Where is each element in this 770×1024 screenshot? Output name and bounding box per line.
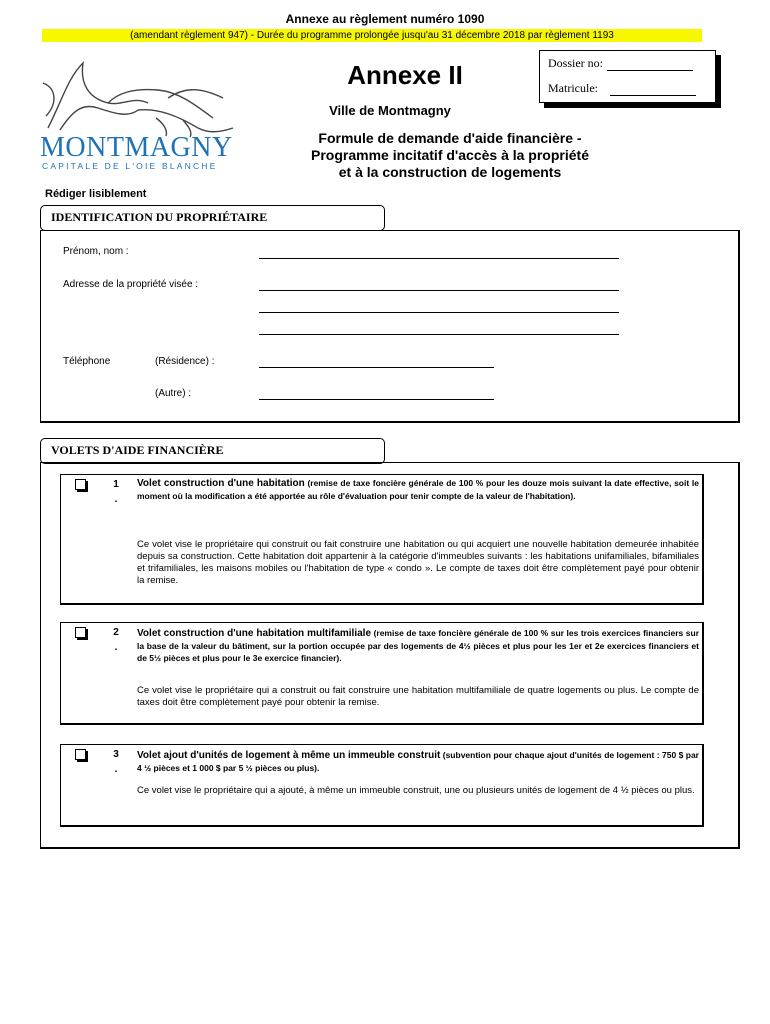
form-title-line3: et à la construction de logements <box>338 164 562 180</box>
volet-3-checkbox[interactable] <box>75 749 86 760</box>
address-input-line-3[interactable] <box>259 334 619 335</box>
file-number-box <box>539 50 716 103</box>
matricule-field <box>548 81 696 96</box>
volet-2-title: Volet construction d'une habitation multifamiliale (remise de taxe foncière générale de 100 % sur les trois exercices financiers sur la base de la valeur du bâtiment, sur la portion occupée par des logements de 4½ pièces et plus pour les 1er et 2e exercices financiers et de 5½ pièces et plus pour le 3e exercice financier). <box>137 628 700 663</box>
dossier-field <box>548 56 693 71</box>
dossier-label: Dossier no: <box>548 56 603 70</box>
city-name: Ville de Montmagny <box>329 103 451 118</box>
identification-heading: IDENTIFICATION DU PROPRIÉTAIRE <box>40 205 385 231</box>
address-input-line-1[interactable] <box>259 290 619 291</box>
residence-phone-label: (Résidence) : <box>155 356 215 367</box>
phone-label: Téléphone <box>63 356 111 367</box>
volet-3-title: Volet ajout d'unités de logement à même un immeuble construit (subvention pour chaque ajout d'unités de logement : 750 $ par 4 ½ pièces et 1 000 $ par 5 ½ pièces ou plus). <box>137 750 699 773</box>
logo-name: MONTMAGNY <box>40 132 233 163</box>
name-input-line[interactable] <box>259 258 619 259</box>
dossier-input-line[interactable] <box>607 69 693 71</box>
address-input-line-2[interactable] <box>259 312 619 313</box>
volet-1-title: Volet construction d'une habitation (remise de taxe foncière générale de 100 % pour les douze mois suivant la date effective, soit le moment où la modification a été apportée au rôle d'évaluation pour tenir compte de la valeur de l'habitation). <box>137 478 699 501</box>
matricule-input-line[interactable] <box>610 94 696 96</box>
volet-3-description: Ce volet vise le propriétaire qui a ajouté, à même un immeuble construit, une ou plusieurs unités de logement de 4 ½ pièces ou plus. <box>137 785 695 796</box>
name-label: Prénom, nom : <box>63 246 129 257</box>
logo-tagline: CAPITALE DE L'OIE BLANCHE <box>42 161 218 171</box>
volet-2-description: Ce volet vise le propriétaire qui a construit ou fait construire une habitation multifamiliale de quatre logements ou plus. Le compte de taxes doit être complètement payé pour obtenir la remise. <box>137 685 699 708</box>
other-phone-input-line[interactable] <box>259 399 494 400</box>
volet-3-box <box>60 744 704 827</box>
residence-phone-input-line[interactable] <box>259 367 494 368</box>
document-header-title: Annexe au règlement numéro 1090 <box>285 12 485 26</box>
volet-1-number: 1 . <box>113 479 119 505</box>
other-phone-label: (Autre) : <box>155 388 192 399</box>
volet-2-number: 2 . <box>113 627 119 653</box>
montmagny-logo <box>38 58 248 173</box>
annexe-title: Annexe II <box>347 60 463 90</box>
identification-panel <box>40 230 740 423</box>
volets-heading: VOLETS D'AIDE FINANCIÈRE <box>40 438 385 464</box>
form-title <box>280 130 620 181</box>
snow-goose-logo-icon <box>38 58 248 138</box>
volet-2-checkbox[interactable] <box>75 627 86 638</box>
instruction-text: Rédiger lisiblement <box>45 188 147 200</box>
form-title-line2: Programme incitatif d'accès à la propriété <box>311 147 589 163</box>
document-header-subtitle: (amendant règlement 947) - Durée du programme prolongée jusqu'au 31 décembre 2018 par règlement 1193 <box>42 29 702 42</box>
matricule-label: Matricule: <box>548 81 598 95</box>
address-label: Adresse de la propriété visée : <box>63 279 199 290</box>
volet-2-box <box>60 622 704 725</box>
volet-1-box <box>60 474 704 605</box>
volet-1-checkbox[interactable] <box>75 479 86 490</box>
volet-1-description: Ce volet vise le propriétaire qui construit ou fait construire une habitation ou qui acquiert une nouvelle habitation demeurée inhabitée depuis sa construction. Cette habitation doit appartenir à la catégorie d'immeubles suivants : les habitations unifamiliales, bifamiliales et trifamiliales, les maisons mobiles ou l'habitation de type « condo ». Le compte de taxes doit être complètement payé pour obtenir la remise. <box>137 539 699 586</box>
form-title-line1: Formule de demande d'aide financière - <box>318 130 582 146</box>
volet-3-number: 3 . <box>113 749 119 775</box>
